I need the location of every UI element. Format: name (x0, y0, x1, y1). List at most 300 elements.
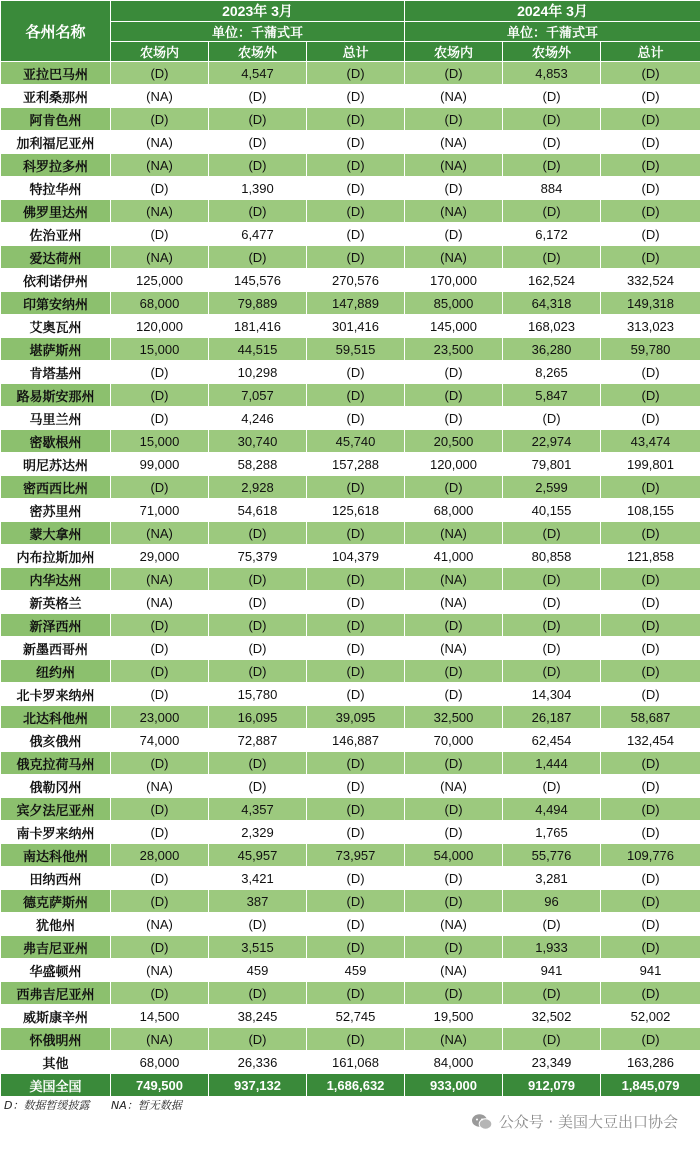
table-row (1, 131, 700, 154)
value-cell: (D) (307, 62, 405, 85)
total-row (1, 1074, 700, 1097)
footnote (4, 1097, 200, 1113)
value-cell: 52,002 (601, 1005, 700, 1028)
value-cell: 125,000 (111, 269, 209, 292)
value-cell: (D) (503, 982, 601, 1005)
value-cell: 3,281 (503, 867, 601, 890)
value-cell: 145,576 (209, 269, 307, 292)
unit-2024-header: 单位：千蒲式耳 (405, 22, 700, 42)
table-row (1, 476, 700, 499)
total-cell: 912,079 (503, 1074, 601, 1097)
state-name-cell: 艾奥瓦州 (1, 315, 111, 338)
state-name-cell: 堪萨斯州 (1, 338, 111, 361)
value-cell: 15,780 (209, 683, 307, 706)
table-row (1, 85, 700, 108)
value-cell: 26,336 (209, 1051, 307, 1074)
table-row (1, 706, 700, 729)
value-cell: (D) (209, 131, 307, 154)
value-cell: (D) (601, 798, 700, 821)
value-cell: 32,502 (503, 1005, 601, 1028)
value-cell: 38,245 (209, 1005, 307, 1028)
state-name-cell: 路易斯安那州 (1, 384, 111, 407)
value-cell: (D) (111, 867, 209, 890)
value-cell: 459 (307, 959, 405, 982)
state-name-cell: 肯塔基州 (1, 361, 111, 384)
state-name-cell: 加利福尼亚州 (1, 131, 111, 154)
table-row (1, 683, 700, 706)
value-cell: 29,000 (111, 545, 209, 568)
state-name-cell: 特拉华州 (1, 177, 111, 200)
value-cell: (D) (503, 591, 601, 614)
table-row (1, 867, 700, 890)
value-cell: (D) (111, 890, 209, 913)
value-cell: 1,390 (209, 177, 307, 200)
value-cell: (D) (503, 614, 601, 637)
footnote-na: NA：暂无数据 (110, 1099, 182, 1112)
state-name-cell: 西弗吉尼亚州 (1, 982, 111, 1005)
table-row (1, 223, 700, 246)
value-cell: (D) (307, 775, 405, 798)
value-cell: 170,000 (405, 269, 503, 292)
value-cell: 132,454 (601, 729, 700, 752)
value-cell: 32,500 (405, 706, 503, 729)
value-cell: 104,379 (307, 545, 405, 568)
value-cell: (D) (601, 890, 700, 913)
value-cell: (D) (405, 936, 503, 959)
table-row (1, 361, 700, 384)
value-cell: 270,576 (307, 269, 405, 292)
total-cell: 937,132 (209, 1074, 307, 1097)
value-cell: 6,172 (503, 223, 601, 246)
value-cell: (D) (111, 936, 209, 959)
value-cell: (D) (601, 476, 700, 499)
total-2024-header: 总计 (601, 42, 700, 62)
state-name-cell: 新墨西哥州 (1, 637, 111, 660)
value-cell: (D) (601, 1028, 700, 1051)
value-cell: (D) (601, 913, 700, 936)
value-cell: (D) (405, 798, 503, 821)
value-cell: (D) (601, 177, 700, 200)
watermark-text: 公众号 · 美国大豆出口协会 (498, 1113, 678, 1131)
table-row (1, 1028, 700, 1051)
table-row (1, 729, 700, 752)
value-cell: (D) (307, 361, 405, 384)
value-cell: (D) (405, 821, 503, 844)
value-cell: (D) (111, 614, 209, 637)
value-cell: (D) (209, 913, 307, 936)
value-cell: (D) (209, 1028, 307, 1051)
table-row (1, 430, 700, 453)
value-cell: (D) (601, 131, 700, 154)
state-name-cell: 犹他州 (1, 913, 111, 936)
value-cell: (D) (307, 154, 405, 177)
state-name-header: 各州名称 (1, 1, 111, 62)
value-cell: (D) (307, 246, 405, 269)
value-cell: 884 (503, 177, 601, 200)
value-cell: 168,023 (503, 315, 601, 338)
value-cell: (D) (209, 108, 307, 131)
value-cell: (D) (601, 384, 700, 407)
table-row (1, 660, 700, 683)
value-cell: (D) (601, 407, 700, 430)
value-cell: 14,500 (111, 1005, 209, 1028)
state-name-cell: 内华达州 (1, 568, 111, 591)
value-cell: (D) (503, 568, 601, 591)
value-cell: (D) (601, 154, 700, 177)
value-cell: 45,740 (307, 430, 405, 453)
value-cell: (D) (503, 131, 601, 154)
value-cell: (D) (307, 752, 405, 775)
year-2023-header: 2023年 3月 (111, 1, 405, 22)
value-cell: (D) (307, 200, 405, 223)
table-row (1, 108, 700, 131)
value-cell: 15,000 (111, 430, 209, 453)
value-cell: 99,000 (111, 453, 209, 476)
value-cell: 5,847 (503, 384, 601, 407)
value-cell: 84,000 (405, 1051, 503, 1074)
value-cell: (NA) (405, 1028, 503, 1051)
on-farm-2023-header: 农场内 (111, 42, 209, 62)
value-cell: 96 (503, 890, 601, 913)
value-cell: 109,776 (601, 844, 700, 867)
value-cell: (D) (503, 246, 601, 269)
value-cell: (NA) (405, 775, 503, 798)
state-name-cell: 佛罗里达州 (1, 200, 111, 223)
value-cell: (D) (307, 177, 405, 200)
value-cell: 80,858 (503, 545, 601, 568)
value-cell: 459 (209, 959, 307, 982)
table-row (1, 522, 700, 545)
value-cell: 161,068 (307, 1051, 405, 1074)
value-cell: 70,000 (405, 729, 503, 752)
total-cell: 749,500 (111, 1074, 209, 1097)
value-cell: (D) (111, 476, 209, 499)
total-cell: 933,000 (405, 1074, 503, 1097)
table-row (1, 545, 700, 568)
value-cell: (D) (601, 62, 700, 85)
value-cell: 163,286 (601, 1051, 700, 1074)
value-cell: (D) (601, 522, 700, 545)
value-cell: 301,416 (307, 315, 405, 338)
value-cell: (NA) (405, 154, 503, 177)
value-cell: (D) (405, 683, 503, 706)
state-name-cell: 依利诺伊州 (1, 269, 111, 292)
state-name-cell: 新英格兰 (1, 591, 111, 614)
state-name-cell: 密西西比州 (1, 476, 111, 499)
value-cell: (D) (209, 660, 307, 683)
value-cell: 162,524 (503, 269, 601, 292)
value-cell: (NA) (405, 131, 503, 154)
value-cell: (D) (405, 177, 503, 200)
state-name-cell: 俄克拉荷马州 (1, 752, 111, 775)
value-cell: (D) (209, 775, 307, 798)
value-cell: (D) (209, 246, 307, 269)
state-name-cell: 密歇根州 (1, 430, 111, 453)
table-row (1, 936, 700, 959)
value-cell: (D) (307, 108, 405, 131)
value-cell: 40,155 (503, 499, 601, 522)
value-cell: (D) (503, 913, 601, 936)
value-cell: 62,454 (503, 729, 601, 752)
value-cell: 45,957 (209, 844, 307, 867)
value-cell: (D) (111, 982, 209, 1005)
value-cell: (D) (307, 591, 405, 614)
value-cell: 7,057 (209, 384, 307, 407)
value-cell: (D) (601, 246, 700, 269)
footnote-d: D：数据暂缓披露 (4, 1099, 90, 1112)
value-cell: (D) (601, 614, 700, 637)
value-cell: (D) (601, 223, 700, 246)
value-cell: (D) (503, 1028, 601, 1051)
value-cell: (NA) (405, 85, 503, 108)
value-cell: 19,500 (405, 1005, 503, 1028)
value-cell: 28,000 (111, 844, 209, 867)
state-name-cell: 印第安纳州 (1, 292, 111, 315)
state-name-cell: 爱达荷州 (1, 246, 111, 269)
value-cell: (D) (307, 1028, 405, 1051)
value-cell: (D) (503, 407, 601, 430)
table-row (1, 752, 700, 775)
table-row (1, 246, 700, 269)
value-cell: (D) (405, 407, 503, 430)
value-cell: 73,957 (307, 844, 405, 867)
value-cell: (D) (111, 407, 209, 430)
off-farm-2024-header: 农场外 (503, 42, 601, 62)
value-cell: (D) (209, 154, 307, 177)
value-cell: (D) (405, 62, 503, 85)
table-row (1, 637, 700, 660)
value-cell: (D) (307, 936, 405, 959)
table-row (1, 913, 700, 936)
value-cell: 145,000 (405, 315, 503, 338)
value-cell: 68,000 (111, 292, 209, 315)
table-row (1, 959, 700, 982)
value-cell: (D) (307, 476, 405, 499)
state-name-cell: 宾夕法尼亚州 (1, 798, 111, 821)
state-name-cell: 密苏里州 (1, 499, 111, 522)
value-cell: (D) (307, 223, 405, 246)
value-cell: (NA) (111, 246, 209, 269)
table-row (1, 982, 700, 1005)
value-cell: (D) (111, 821, 209, 844)
state-name-cell: 北达科他州 (1, 706, 111, 729)
total-cell: 1,845,079 (601, 1074, 700, 1097)
value-cell: 68,000 (405, 499, 503, 522)
value-cell: (NA) (405, 591, 503, 614)
value-cell: (D) (307, 683, 405, 706)
value-cell: (D) (503, 108, 601, 131)
value-cell: (NA) (111, 85, 209, 108)
value-cell: 120,000 (111, 315, 209, 338)
value-cell: 120,000 (405, 453, 503, 476)
value-cell: (D) (209, 85, 307, 108)
value-cell: (D) (111, 177, 209, 200)
value-cell: (D) (307, 637, 405, 660)
table-row (1, 499, 700, 522)
value-cell: (D) (307, 798, 405, 821)
value-cell: 2,928 (209, 476, 307, 499)
value-cell: (D) (111, 361, 209, 384)
value-cell: (D) (209, 637, 307, 660)
total-cell: 1,686,632 (307, 1074, 405, 1097)
value-cell: (NA) (111, 913, 209, 936)
value-cell: (D) (503, 660, 601, 683)
value-cell: 44,515 (209, 338, 307, 361)
state-name-cell: 怀俄明州 (1, 1028, 111, 1051)
value-cell: 58,687 (601, 706, 700, 729)
state-name-cell: 北卡罗来纳州 (1, 683, 111, 706)
state-name-cell: 其他 (1, 1051, 111, 1074)
state-name-cell: 佐治亚州 (1, 223, 111, 246)
value-cell: 39,095 (307, 706, 405, 729)
value-cell: 1,444 (503, 752, 601, 775)
value-cell: 125,618 (307, 499, 405, 522)
value-cell: (D) (307, 85, 405, 108)
value-cell: (NA) (405, 637, 503, 660)
value-cell: 387 (209, 890, 307, 913)
value-cell: (NA) (111, 200, 209, 223)
value-cell: (D) (405, 752, 503, 775)
value-cell: (D) (405, 223, 503, 246)
state-name-cell: 威斯康辛州 (1, 1005, 111, 1028)
state-name-cell: 蒙大拿州 (1, 522, 111, 545)
value-cell: 79,801 (503, 453, 601, 476)
value-cell: (NA) (111, 775, 209, 798)
value-cell: 157,288 (307, 453, 405, 476)
value-cell: (D) (307, 867, 405, 890)
state-name-cell: 田纳西州 (1, 867, 111, 890)
value-cell: (D) (209, 614, 307, 637)
value-cell: (D) (601, 683, 700, 706)
value-cell: 79,889 (209, 292, 307, 315)
value-cell: 15,000 (111, 338, 209, 361)
value-cell: 2,329 (209, 821, 307, 844)
value-cell: (D) (503, 85, 601, 108)
value-cell: 23,000 (111, 706, 209, 729)
value-cell: 10,298 (209, 361, 307, 384)
value-cell: 30,740 (209, 430, 307, 453)
value-cell: 313,023 (601, 315, 700, 338)
table-row (1, 798, 700, 821)
value-cell: 3,421 (209, 867, 307, 890)
table-row (1, 844, 700, 867)
value-cell: (D) (111, 637, 209, 660)
table-row (1, 177, 700, 200)
value-cell: 26,187 (503, 706, 601, 729)
value-cell: (D) (601, 982, 700, 1005)
value-cell: 2,599 (503, 476, 601, 499)
value-cell: (D) (307, 614, 405, 637)
value-cell: 146,887 (307, 729, 405, 752)
value-cell: 75,379 (209, 545, 307, 568)
on-farm-2024-header: 农场内 (405, 42, 503, 62)
value-cell: 55,776 (503, 844, 601, 867)
state-name-cell: 华盛顿州 (1, 959, 111, 982)
value-cell: (D) (111, 683, 209, 706)
value-cell: (D) (601, 637, 700, 660)
value-cell: 4,853 (503, 62, 601, 85)
value-cell: 58,288 (209, 453, 307, 476)
value-cell: 14,304 (503, 683, 601, 706)
value-cell: 4,357 (209, 798, 307, 821)
value-cell: (D) (307, 522, 405, 545)
table-row (1, 1051, 700, 1074)
value-cell: 59,780 (601, 338, 700, 361)
value-cell: (D) (503, 154, 601, 177)
value-cell: (NA) (405, 522, 503, 545)
value-cell: (D) (405, 108, 503, 131)
value-cell: 43,474 (601, 430, 700, 453)
state-name-cell: 明尼苏达州 (1, 453, 111, 476)
value-cell: (D) (307, 131, 405, 154)
value-cell: (NA) (111, 591, 209, 614)
value-cell: (D) (405, 361, 503, 384)
value-cell: (D) (405, 867, 503, 890)
value-cell: (D) (601, 867, 700, 890)
value-cell: 85,000 (405, 292, 503, 315)
table-row (1, 821, 700, 844)
table-body (1, 62, 700, 1074)
value-cell: 332,524 (601, 269, 700, 292)
value-cell: (D) (405, 982, 503, 1005)
value-cell: (D) (111, 752, 209, 775)
value-cell: (NA) (405, 246, 503, 269)
value-cell: (D) (111, 798, 209, 821)
value-cell: (NA) (405, 568, 503, 591)
value-cell: 1,933 (503, 936, 601, 959)
value-cell: (D) (601, 85, 700, 108)
value-cell: 20,500 (405, 430, 503, 453)
table-row (1, 890, 700, 913)
unit-2023-header: 单位：千蒲式耳 (111, 22, 405, 42)
state-name-cell: 科罗拉多州 (1, 154, 111, 177)
value-cell: 22,974 (503, 430, 601, 453)
value-cell: (D) (405, 384, 503, 407)
value-cell: (D) (405, 890, 503, 913)
value-cell: 36,280 (503, 338, 601, 361)
value-cell: 4,494 (503, 798, 601, 821)
value-cell: 108,155 (601, 499, 700, 522)
value-cell: 4,547 (209, 62, 307, 85)
value-cell: (NA) (111, 154, 209, 177)
value-cell: (D) (307, 890, 405, 913)
table-row (1, 614, 700, 637)
value-cell: 16,095 (209, 706, 307, 729)
state-name-cell: 纽约州 (1, 660, 111, 683)
table-row (1, 154, 700, 177)
value-cell: (D) (405, 614, 503, 637)
value-cell: 149,318 (601, 292, 700, 315)
value-cell: 64,318 (503, 292, 601, 315)
value-cell: (D) (601, 591, 700, 614)
value-cell: (D) (209, 982, 307, 1005)
value-cell: (D) (601, 775, 700, 798)
value-cell: 68,000 (111, 1051, 209, 1074)
value-cell: (D) (111, 660, 209, 683)
state-name-cell: 马里兰州 (1, 407, 111, 430)
state-name-cell: 弗吉尼亚州 (1, 936, 111, 959)
value-cell: (D) (209, 522, 307, 545)
value-cell: (NA) (111, 522, 209, 545)
value-cell: (NA) (405, 200, 503, 223)
value-cell: (D) (307, 913, 405, 936)
state-name-cell: 德克萨斯州 (1, 890, 111, 913)
value-cell: 941 (601, 959, 700, 982)
value-cell: 121,858 (601, 545, 700, 568)
value-cell: (D) (503, 637, 601, 660)
value-cell: (D) (111, 223, 209, 246)
state-name-cell: 阿肯色州 (1, 108, 111, 131)
